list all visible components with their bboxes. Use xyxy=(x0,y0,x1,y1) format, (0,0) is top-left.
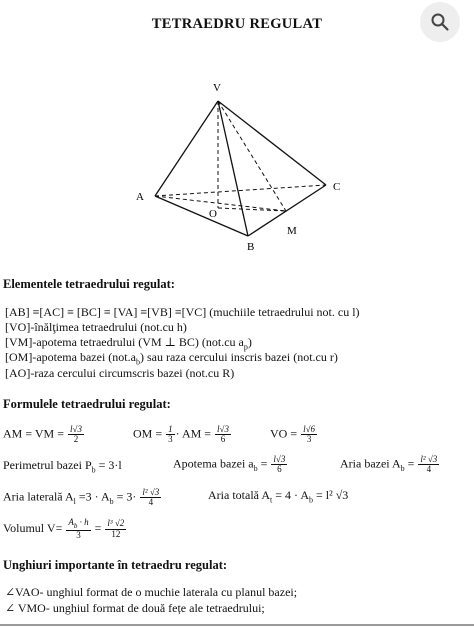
bottom-divider xyxy=(0,624,474,626)
vertex-label-b: B xyxy=(247,241,255,253)
formula-lateral-area: Aria laterală $A_l =3 \cdot A_b = 3\cdot$ $\frac{\text{l² √3}}{4}$ xyxy=(3,487,160,508)
formula-om: OM = $\frac{1}{3}$ · AM = $\frac{l√3}{6}$ xyxy=(133,424,229,445)
vertex-label-a: A xyxy=(136,191,144,203)
formula-base-apothem: Apotema bazei $a_b$ = $\frac{l√3}{6}$ xyxy=(173,454,286,475)
formula-total-area: Aria totală $A_t = 4 \cdot A_b = l^2$ √3 xyxy=(208,488,349,505)
formula-base-area: Aria bazei $A_b$ = $\frac{\text{l² √3}}{4}$ xyxy=(340,454,438,475)
angle-line-vao: ∠VAO- unghiul format de o muchie laterala cu planul bazei; xyxy=(5,585,298,599)
element-line-apothem: [VM]-apotema tetraedrului (VM ⊥ BC) (not.cu $a_p$) xyxy=(5,335,252,352)
formula-volume: Volumul V= $\frac{A_b \cdot h}{3}$ = $\frac{\text{l³ √2}}{12}$ xyxy=(3,517,125,541)
edge-ac-hidden xyxy=(155,185,326,196)
vertex-label-m: M xyxy=(287,225,297,237)
element-line-base-apothem: [OM]-apotema bazei $(not.a_b)$ sau raza cercului inscris bazei (not.cu r) xyxy=(5,350,338,367)
formula-am-vm: AM = VM = $\frac{l√3}{2}$ xyxy=(3,424,82,445)
vertex-label-o: O xyxy=(209,208,217,220)
median-am xyxy=(155,196,286,211)
edge-ab xyxy=(155,196,248,236)
vertex-label-v: V xyxy=(213,82,221,94)
tetrahedron-figure xyxy=(0,0,474,270)
vertex-label-c: C xyxy=(333,181,341,193)
angles-heading: Unghiuri importante în tetraedru regulat: xyxy=(3,558,228,572)
formula-perimeter: Perimetrul bazei $P_b = 3\cdot l$ xyxy=(3,458,122,475)
apothem-vm xyxy=(218,101,286,211)
formulas-heading: Formulele tetraedrului regulat: xyxy=(3,397,171,411)
element-line-height: [VO]-înălţimea tetraedrului (not.cu h) xyxy=(5,320,187,334)
page-title: TETRAEDRU REGULAT xyxy=(151,16,323,32)
edge-va xyxy=(155,101,218,196)
element-line-edges: [AB] ≡[AC] ≡ [BC] ≡ [VA] ≡[VB] ≡[VC] (muchiile tetraedrului not. cu l) xyxy=(5,305,360,319)
element-line-radius: [AO]-raza cercului circumscris bazei (not.cu R) xyxy=(5,366,235,380)
angle-line-vmo: ∠ VMO- unghiul format de două fețe ale tetraedrului; xyxy=(5,601,265,615)
formula-vo: VO = $\frac{l√6}{3}$ xyxy=(270,424,316,445)
elements-heading: Elementele tetraedrului regulat: xyxy=(3,277,175,291)
